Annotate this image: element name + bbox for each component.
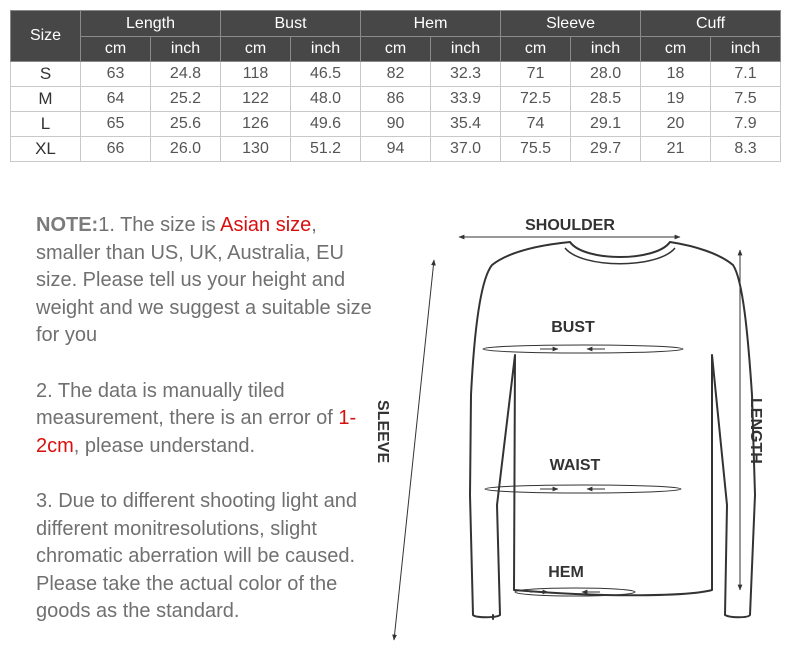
table-cell: 35.4 bbox=[431, 112, 501, 137]
size-cell: M bbox=[11, 87, 81, 112]
table-cell: 63 bbox=[81, 62, 151, 87]
table-cell: 37.0 bbox=[431, 137, 501, 162]
size-cell: S bbox=[11, 62, 81, 87]
table-cell: 29.7 bbox=[571, 137, 641, 162]
table-cell: 90 bbox=[361, 112, 431, 137]
table-cell: 7.1 bbox=[711, 62, 781, 87]
table-cell: 46.5 bbox=[291, 62, 361, 87]
shirt-body bbox=[470, 242, 755, 619]
shirt-measurement-diagram bbox=[360, 205, 790, 650]
table-cell: 66 bbox=[81, 137, 151, 162]
note-3-text: 3. Due to different shooting light and different monitresolutions, slight chromatic aberration will be caused. Please take the actual color of the goods as the standard. bbox=[36, 490, 357, 622]
sleeve-label: SLEEVE bbox=[374, 400, 391, 464]
size-chart-table bbox=[10, 10, 781, 162]
table-cell: 26.0 bbox=[151, 137, 221, 162]
unit-inch: inch bbox=[571, 37, 641, 62]
table-cell: 71 bbox=[501, 62, 571, 87]
size-notes bbox=[36, 212, 376, 654]
table-cell: 19 bbox=[641, 87, 711, 112]
note-2-text-a: 2. The data is manually tiled measurement, there is an error of bbox=[36, 379, 339, 429]
note-2 bbox=[36, 378, 376, 461]
note-1 bbox=[36, 212, 376, 350]
error-range-highlight: 1-2cm bbox=[36, 407, 357, 457]
table-cell: 28.5 bbox=[571, 87, 641, 112]
table-cell: 94 bbox=[361, 137, 431, 162]
table-cell: 29.1 bbox=[571, 112, 641, 137]
table-cell: 21 bbox=[641, 137, 711, 162]
cuff-header: Cuff bbox=[641, 11, 781, 37]
unit-inch: inch bbox=[431, 37, 501, 62]
size-cell: XL bbox=[11, 137, 81, 162]
table-cell: 20 bbox=[641, 112, 711, 137]
table-row bbox=[11, 62, 781, 87]
unit-cm: cm bbox=[221, 37, 291, 62]
table-cell: 49.6 bbox=[291, 112, 361, 137]
note-2-text-b: , please understand. bbox=[73, 434, 256, 457]
hem-header: Hem bbox=[361, 11, 501, 37]
table-cell: 75.5 bbox=[501, 137, 571, 162]
table-row bbox=[11, 112, 781, 137]
table-cell: 65 bbox=[81, 112, 151, 137]
table-cell: 7.9 bbox=[711, 112, 781, 137]
table-row bbox=[11, 137, 781, 162]
note-1-text-b: , smaller than US, UK, Australia, EU size. Please tell us your height and weight and we suggest a suitable size for you bbox=[36, 214, 372, 346]
table-row bbox=[11, 87, 781, 112]
table-cell: 18 bbox=[641, 62, 711, 87]
unit-inch: inch bbox=[291, 37, 361, 62]
bust-label: BUST bbox=[551, 319, 595, 336]
asian-size-highlight: Asian size bbox=[220, 214, 312, 236]
note-label: NOTE: bbox=[36, 214, 99, 236]
table-cell: 130 bbox=[221, 137, 291, 162]
table-cell: 82 bbox=[361, 62, 431, 87]
table-cell: 51.2 bbox=[291, 137, 361, 162]
table-cell: 33.9 bbox=[431, 87, 501, 112]
sleeve-arrow bbox=[394, 260, 434, 640]
bust-header: Bust bbox=[221, 11, 361, 37]
table-cell: 32.3 bbox=[431, 62, 501, 87]
note-1-text-a: 1. The size is bbox=[98, 214, 221, 236]
unit-cm: cm bbox=[361, 37, 431, 62]
hem-label: HEM bbox=[548, 564, 584, 581]
table-cell: 48.0 bbox=[291, 87, 361, 112]
table-cell: 7.5 bbox=[711, 87, 781, 112]
waist-label: WAIST bbox=[549, 457, 601, 474]
table-cell: 72.5 bbox=[501, 87, 571, 112]
size-cell: L bbox=[11, 112, 81, 137]
table-cell: 8.3 bbox=[711, 137, 781, 162]
unit-cm: cm bbox=[501, 37, 571, 62]
size-header: Size bbox=[11, 11, 81, 62]
table-cell: 25.2 bbox=[151, 87, 221, 112]
table-cell: 24.8 bbox=[151, 62, 221, 87]
unit-inch: inch bbox=[151, 37, 221, 62]
unit-cm: cm bbox=[81, 37, 151, 62]
sleeve-header: Sleeve bbox=[501, 11, 641, 37]
table-cell: 86 bbox=[361, 87, 431, 112]
table-cell: 74 bbox=[501, 112, 571, 137]
length-header: Length bbox=[81, 11, 221, 37]
length-label: LENGTH bbox=[747, 398, 764, 464]
table-cell: 126 bbox=[221, 112, 291, 137]
shoulder-label: SHOULDER bbox=[525, 217, 615, 234]
unit-cm: cm bbox=[641, 37, 711, 62]
unit-inch: inch bbox=[711, 37, 781, 62]
table-cell: 122 bbox=[221, 87, 291, 112]
note-3 bbox=[36, 488, 376, 626]
table-cell: 64 bbox=[81, 87, 151, 112]
table-cell: 118 bbox=[221, 62, 291, 87]
table-cell: 28.0 bbox=[571, 62, 641, 87]
table-cell: 25.6 bbox=[151, 112, 221, 137]
